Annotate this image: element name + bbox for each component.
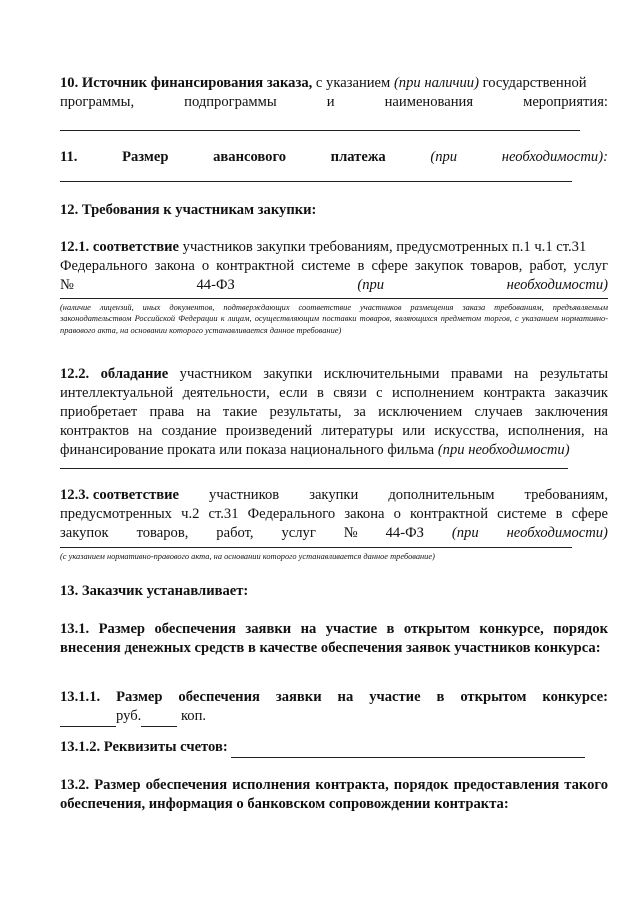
section-10-heading: 10. Источник финансирования заказа, (60, 75, 313, 91)
section-10-line1 (60, 74, 608, 93)
section-12-2 (60, 365, 608, 460)
word: заявки (275, 689, 322, 705)
account-details-field[interactable] (231, 738, 585, 758)
section-12-2-fill-line (60, 468, 568, 469)
section-12-1-line3 (60, 276, 608, 295)
word: в (436, 689, 445, 705)
section-12-1-heading: 12.1. соответствие (60, 239, 180, 255)
word: (при (430, 149, 458, 165)
word: и (326, 94, 335, 110)
section-13-1 (60, 620, 608, 658)
section-12-2-italic: (при необходимости) (437, 442, 570, 458)
section-12-1-note: (наличие лицензий, иных документов, подтверждающих соответствие участников размещения заказа требованиям, предъявляемым законодательством Российской Федерации к лицам, осуществляющим поставки товаров, являющихся предметом торгов, с указанием нормативно-правового акта, на основании которого устанавливается данное требование) (60, 303, 608, 335)
section-13-2-text: 13.2. Размер обеспечения исполнения контракта, порядок предоставления такого обеспечения, информация о банковском сопровождении контракта: (60, 777, 608, 812)
section-11 (60, 148, 608, 167)
word: конкурсе: (542, 689, 608, 705)
word: необходимости) (506, 525, 608, 541)
word: платежа (330, 149, 386, 165)
section-12 (60, 201, 608, 220)
section-12-3-line2: предусмотренных ч.2 ст.31 Федерального закона о контрактной системе в сфере (60, 506, 608, 522)
word: мероприятия: (523, 94, 608, 110)
section-13-1-2 (60, 738, 608, 758)
section-12-1-text: участников закупки требованиям, предусмотренных п.1 ч.1 ст.31 (179, 239, 587, 255)
rub-amount-field[interactable] (60, 707, 116, 727)
word: участников (209, 487, 280, 503)
section-13-heading: 13. Заказчик устанавливает: (60, 583, 249, 599)
section-10-text: с указанием (312, 75, 394, 91)
word: услуг (281, 525, 316, 541)
word: (при (357, 277, 385, 293)
section-13-1-1-line1 (60, 688, 608, 707)
section-12-3-fill-line (60, 547, 572, 548)
section-12-3-note-block (60, 551, 608, 562)
section-12-1-line2: Федерального закона о контрактной системе в сфере закупок товаров, работ, услуг (60, 258, 608, 274)
word: 13.1.1. (60, 689, 101, 705)
word: открытом (460, 689, 527, 705)
section-13-2 (60, 776, 608, 814)
word: работ, (216, 525, 254, 541)
section-10-line2 (60, 93, 608, 112)
rub-label: руб. (116, 708, 142, 724)
section-13-1-1-line2 (60, 707, 608, 727)
section-13-1-1 (60, 688, 608, 727)
section-12-2-body: участником закупки исключительными правами на результаты интеллектуальной деятельности, если в связи с исполнением контракта заказчик приобретает права на такие результаты, за исключением случаев заключения контрактов на создание произведений литературы или искусства, исполнения, на финансирование проката или показа национального фильма (60, 366, 608, 458)
word: участие (369, 689, 421, 705)
section-11-line (60, 148, 608, 167)
word: подпрограммы (184, 94, 277, 110)
word: программы, (60, 94, 135, 110)
section-12-2-heading: 12.2. обладание (60, 366, 169, 382)
section-13-1-2-line (60, 738, 608, 758)
word: авансового (213, 149, 287, 165)
word: 44-ФЗ (385, 525, 424, 541)
section-10-italic: (при наличии) (393, 75, 479, 91)
word: товаров, (136, 525, 189, 541)
section-12-1 (60, 238, 608, 295)
section-12-1-fill-line (60, 298, 608, 299)
word: обеспечения (178, 689, 260, 705)
kop-label: коп. (180, 708, 207, 724)
section-12-2-text (60, 365, 608, 460)
word: закупок (60, 525, 109, 541)
section-12-3-heading: 12.3. соответствие (60, 487, 180, 503)
section-11-fill-line (60, 181, 572, 182)
section-12-3-note: (с указанием нормативно-правового акта, на основании которого устанавливается данное требование) (60, 552, 435, 561)
word: закупки (309, 487, 359, 503)
word: наименования (384, 94, 474, 110)
section-12-heading: 12. Требования к участникам закупки: (60, 202, 317, 218)
word: (при (451, 525, 479, 541)
section-10-text-end: государственной (478, 75, 587, 91)
word: Размер (122, 149, 169, 165)
section-12-1-line1 (60, 238, 608, 257)
kop-amount-field[interactable] (141, 707, 177, 727)
section-12-3 (60, 486, 608, 543)
word: необходимости): (501, 149, 608, 165)
section-13-1-2-label: 13.1.2. Реквизиты счетов: (60, 739, 228, 755)
word: № (60, 277, 74, 293)
section-13-1-text: 13.1. Размер обеспечения заявки на участие в открытом конкурсе, порядок внесения денежных средств в качестве обеспечения заявок участников конкурса: (60, 621, 608, 656)
word: № (343, 525, 358, 541)
section-10-fill-line (60, 130, 580, 131)
section-12-3-line3 (60, 524, 608, 543)
section-12-3-line1 (60, 486, 608, 505)
word: требованиям, (524, 487, 608, 503)
section-12-1-note-block (60, 302, 608, 336)
word: Размер (116, 689, 163, 705)
word: необходимости) (506, 277, 608, 293)
word: на (337, 689, 354, 705)
section-13 (60, 582, 608, 601)
section-10 (60, 74, 608, 112)
section-11-number: 11. (60, 149, 78, 165)
word: дополнительным (388, 487, 495, 503)
word: 44-ФЗ (196, 277, 235, 293)
